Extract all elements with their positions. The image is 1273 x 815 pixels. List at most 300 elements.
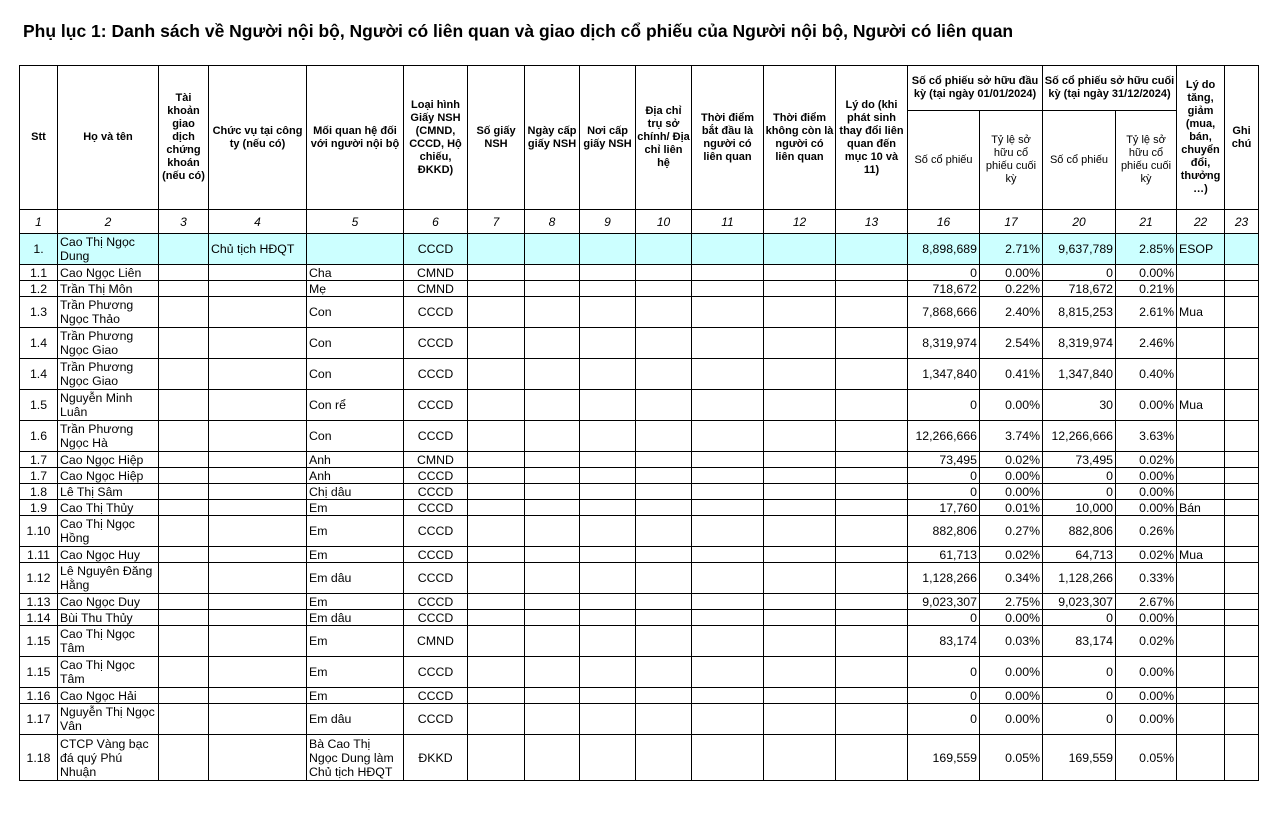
stt-cell: 1.18 — [20, 735, 58, 781]
close-shares-cell: 1,128,266 — [1043, 563, 1116, 594]
id-type-cell: CCCD — [404, 359, 468, 390]
stt-cell: 1.4 — [20, 359, 58, 390]
account-cell — [159, 328, 209, 359]
id-date-cell — [525, 735, 580, 781]
stt-cell: 1.6 — [20, 421, 58, 452]
open-shares-cell: 718,672 — [908, 281, 980, 297]
open-shares-cell: 882,806 — [908, 516, 980, 547]
end-time-cell — [764, 297, 836, 328]
id-no-cell — [468, 281, 525, 297]
change-reason-cell — [1177, 468, 1225, 484]
id-place-cell — [580, 735, 636, 781]
id-no-cell — [468, 594, 525, 610]
id-no-cell — [468, 500, 525, 516]
relation-cell: Anh — [307, 452, 404, 468]
id-no-cell — [468, 563, 525, 594]
table-row — [20, 657, 1259, 688]
header-open-shares: Số cổ phiếu — [908, 111, 980, 210]
account-cell — [159, 359, 209, 390]
open-shares-cell: 8,898,689 — [908, 234, 980, 265]
close-ratio-cell: 0.02% — [1116, 452, 1177, 468]
end-time-cell — [764, 657, 836, 688]
reason-cell — [836, 265, 908, 281]
close-shares-cell: 83,174 — [1043, 626, 1116, 657]
id-place-cell — [580, 500, 636, 516]
name-cell: Lê Nguyên Đăng Hằng — [58, 563, 159, 594]
id-no-cell — [468, 626, 525, 657]
close-ratio-cell: 0.02% — [1116, 626, 1177, 657]
note-cell — [1225, 421, 1259, 452]
relation-cell: Em dâu — [307, 704, 404, 735]
close-shares-cell: 8,815,253 — [1043, 297, 1116, 328]
id-date-cell — [525, 265, 580, 281]
change-reason-cell — [1177, 688, 1225, 704]
header-account: Tài khoản giao dịch chứng khoán (nếu có) — [159, 66, 209, 210]
relation-cell: Em dâu — [307, 563, 404, 594]
reason-cell — [836, 516, 908, 547]
id-no-cell — [468, 421, 525, 452]
start-time-cell — [692, 297, 764, 328]
close-shares-cell: 169,559 — [1043, 735, 1116, 781]
start-time-cell — [692, 265, 764, 281]
open-shares-cell: 17,760 — [908, 500, 980, 516]
change-reason-cell — [1177, 626, 1225, 657]
name-cell: Bùi Thu Thủy — [58, 610, 159, 626]
position-cell — [209, 516, 307, 547]
account-cell — [159, 265, 209, 281]
name-cell: Cao Thị Thủy — [58, 500, 159, 516]
close-ratio-cell: 0.26% — [1116, 516, 1177, 547]
position-cell — [209, 468, 307, 484]
id-date-cell — [525, 281, 580, 297]
change-reason-cell — [1177, 516, 1225, 547]
close-shares-cell: 0 — [1043, 610, 1116, 626]
address-cell — [636, 359, 692, 390]
stt-cell: 1.9 — [20, 500, 58, 516]
id-no-cell — [468, 688, 525, 704]
change-reason-cell — [1177, 359, 1225, 390]
relation-cell: Con — [307, 421, 404, 452]
open-ratio-cell: 3.74% — [980, 421, 1043, 452]
open-ratio-cell: 0.00% — [980, 484, 1043, 500]
address-cell — [636, 563, 692, 594]
change-reason-cell — [1177, 563, 1225, 594]
relation-cell: Em — [307, 516, 404, 547]
address-cell — [636, 516, 692, 547]
id-place-cell — [580, 594, 636, 610]
id-type-cell: CCCD — [404, 421, 468, 452]
id-type-cell: CCCD — [404, 563, 468, 594]
close-ratio-cell: 0.00% — [1116, 610, 1177, 626]
position-cell — [209, 328, 307, 359]
address-cell — [636, 500, 692, 516]
note-cell — [1225, 657, 1259, 688]
column-number: 17 — [980, 210, 1043, 234]
column-number: 20 — [1043, 210, 1116, 234]
address-cell — [636, 735, 692, 781]
position-cell — [209, 421, 307, 452]
account-cell — [159, 468, 209, 484]
open-shares-cell: 8,319,974 — [908, 328, 980, 359]
start-time-cell — [692, 234, 764, 265]
id-place-cell — [580, 657, 636, 688]
id-no-cell — [468, 610, 525, 626]
change-reason-cell — [1177, 735, 1225, 781]
close-shares-cell: 8,319,974 — [1043, 328, 1116, 359]
header-address: Địa chỉ trụ sở chính/ Địa chỉ liên hệ — [636, 66, 692, 210]
close-shares-cell: 73,495 — [1043, 452, 1116, 468]
header-open-ratio: Tỷ lệ sở hữu cổ phiếu cuối kỳ — [980, 111, 1043, 210]
open-shares-cell: 0 — [908, 468, 980, 484]
open-shares-cell: 83,174 — [908, 626, 980, 657]
name-cell: Trần Phương Ngọc Hà — [58, 421, 159, 452]
start-time-cell — [692, 468, 764, 484]
end-time-cell — [764, 547, 836, 563]
close-ratio-cell: 0.00% — [1116, 468, 1177, 484]
note-cell — [1225, 297, 1259, 328]
relation-cell: Em — [307, 626, 404, 657]
change-reason-cell: Bán — [1177, 500, 1225, 516]
close-ratio-cell: 0.00% — [1116, 500, 1177, 516]
close-shares-cell: 882,806 — [1043, 516, 1116, 547]
name-cell: Trần Phương Ngọc Thảo — [58, 297, 159, 328]
stt-cell: 1.7 — [20, 468, 58, 484]
close-ratio-cell: 0.00% — [1116, 484, 1177, 500]
position-cell — [209, 688, 307, 704]
open-ratio-cell: 0.27% — [980, 516, 1043, 547]
position-cell — [209, 500, 307, 516]
stt-cell: 1.13 — [20, 594, 58, 610]
reason-cell — [836, 390, 908, 421]
position-cell — [209, 390, 307, 421]
note-cell — [1225, 626, 1259, 657]
name-cell: Trần Phương Ngọc Giao — [58, 359, 159, 390]
id-place-cell — [580, 281, 636, 297]
close-ratio-cell: 0.00% — [1116, 390, 1177, 421]
position-cell — [209, 563, 307, 594]
open-ratio-cell: 0.00% — [980, 704, 1043, 735]
close-ratio-cell: 0.05% — [1116, 735, 1177, 781]
name-cell: Nguyễn Minh Luân — [58, 390, 159, 421]
open-ratio-cell: 0.00% — [980, 390, 1043, 421]
open-shares-cell: 7,868,666 — [908, 297, 980, 328]
id-type-cell: CCCD — [404, 297, 468, 328]
header-id-date: Ngày cấp giấy NSH — [525, 66, 580, 210]
table-row — [20, 704, 1259, 735]
stt-cell: 1.17 — [20, 704, 58, 735]
id-date-cell — [525, 468, 580, 484]
reason-cell — [836, 657, 908, 688]
account-cell — [159, 610, 209, 626]
id-place-cell — [580, 359, 636, 390]
id-no-cell — [468, 390, 525, 421]
header-id-place: Nơi cấp giấy NSH — [580, 66, 636, 210]
open-ratio-cell: 0.00% — [980, 265, 1043, 281]
position-cell — [209, 484, 307, 500]
id-date-cell — [525, 688, 580, 704]
table-row — [20, 563, 1259, 594]
note-cell — [1225, 265, 1259, 281]
close-shares-cell: 9,637,789 — [1043, 234, 1116, 265]
id-date-cell — [525, 452, 580, 468]
reason-cell — [836, 563, 908, 594]
id-date-cell — [525, 500, 580, 516]
start-time-cell — [692, 500, 764, 516]
header-id-no: Số giấy NSH — [468, 66, 525, 210]
account-cell — [159, 688, 209, 704]
end-time-cell — [764, 704, 836, 735]
column-number: 4 — [209, 210, 307, 234]
note-cell — [1225, 234, 1259, 265]
position-cell — [209, 359, 307, 390]
stt-cell: 1. — [20, 234, 58, 265]
id-no-cell — [468, 265, 525, 281]
open-ratio-cell: 0.02% — [980, 547, 1043, 563]
id-date-cell — [525, 547, 580, 563]
end-time-cell — [764, 484, 836, 500]
close-ratio-cell: 0.00% — [1116, 704, 1177, 735]
name-cell: Cao Ngọc Hải — [58, 688, 159, 704]
id-type-cell: CCCD — [404, 328, 468, 359]
close-ratio-cell: 0.40% — [1116, 359, 1177, 390]
open-ratio-cell: 2.75% — [980, 594, 1043, 610]
id-place-cell — [580, 468, 636, 484]
start-time-cell — [692, 452, 764, 468]
id-type-cell: CCCD — [404, 704, 468, 735]
table-row — [20, 281, 1259, 297]
reason-cell — [836, 688, 908, 704]
name-cell: Cao Thị Ngọc Dung — [58, 234, 159, 265]
table-row — [20, 516, 1259, 547]
close-shares-cell: 12,266,666 — [1043, 421, 1116, 452]
stt-cell: 1.15 — [20, 626, 58, 657]
close-shares-cell: 0 — [1043, 484, 1116, 500]
open-ratio-cell: 0.05% — [980, 735, 1043, 781]
position-cell — [209, 594, 307, 610]
close-shares-cell: 1,347,840 — [1043, 359, 1116, 390]
account-cell — [159, 484, 209, 500]
close-shares-cell: 0 — [1043, 688, 1116, 704]
open-ratio-cell: 0.22% — [980, 281, 1043, 297]
stt-cell: 1.3 — [20, 297, 58, 328]
close-shares-cell: 0 — [1043, 468, 1116, 484]
id-type-cell: CCCD — [404, 547, 468, 563]
table-row — [20, 594, 1259, 610]
change-reason-cell: Mua — [1177, 297, 1225, 328]
id-place-cell — [580, 265, 636, 281]
start-time-cell — [692, 547, 764, 563]
column-number: 22 — [1177, 210, 1225, 234]
id-place-cell — [580, 297, 636, 328]
column-number: 10 — [636, 210, 692, 234]
insider-table — [19, 65, 1259, 781]
address-cell — [636, 281, 692, 297]
reason-cell — [836, 626, 908, 657]
column-number: 1 — [20, 210, 58, 234]
change-reason-cell — [1177, 421, 1225, 452]
account-cell — [159, 297, 209, 328]
position-cell — [209, 281, 307, 297]
name-cell: Cao Ngọc Liên — [58, 265, 159, 281]
relation-cell: Em — [307, 500, 404, 516]
start-time-cell — [692, 735, 764, 781]
end-time-cell — [764, 735, 836, 781]
id-date-cell — [525, 234, 580, 265]
reason-cell — [836, 594, 908, 610]
relation-cell: Em dâu — [307, 610, 404, 626]
id-type-cell: CCCD — [404, 234, 468, 265]
position-cell — [209, 735, 307, 781]
change-reason-cell: Mua — [1177, 547, 1225, 563]
name-cell: Cao Ngọc Duy — [58, 594, 159, 610]
account-cell — [159, 390, 209, 421]
relation-cell — [307, 234, 404, 265]
start-time-cell — [692, 626, 764, 657]
relation-cell: Em — [307, 547, 404, 563]
close-ratio-cell: 2.61% — [1116, 297, 1177, 328]
id-place-cell — [580, 328, 636, 359]
end-time-cell — [764, 688, 836, 704]
note-cell — [1225, 484, 1259, 500]
close-ratio-cell: 0.21% — [1116, 281, 1177, 297]
account-cell — [159, 452, 209, 468]
id-type-cell: CCCD — [404, 657, 468, 688]
reason-cell — [836, 421, 908, 452]
id-no-cell — [468, 516, 525, 547]
name-cell: Cao Ngọc Hiệp — [58, 468, 159, 484]
column-number: 9 — [580, 210, 636, 234]
open-shares-cell: 0 — [908, 484, 980, 500]
account-cell — [159, 516, 209, 547]
id-no-cell — [468, 547, 525, 563]
id-no-cell — [468, 704, 525, 735]
open-ratio-cell: 0.41% — [980, 359, 1043, 390]
open-shares-cell: 73,495 — [908, 452, 980, 468]
id-type-cell: ĐKKD — [404, 735, 468, 781]
id-date-cell — [525, 297, 580, 328]
relation-cell: Con — [307, 359, 404, 390]
account-cell — [159, 657, 209, 688]
open-ratio-cell: 0.00% — [980, 468, 1043, 484]
note-cell — [1225, 281, 1259, 297]
change-reason-cell — [1177, 594, 1225, 610]
end-time-cell — [764, 359, 836, 390]
change-reason-cell — [1177, 610, 1225, 626]
name-cell: CTCP Vàng bạc đá quý Phú Nhuận — [58, 735, 159, 781]
open-shares-cell: 9,023,307 — [908, 594, 980, 610]
reason-cell — [836, 359, 908, 390]
stt-cell: 1.4 — [20, 328, 58, 359]
name-cell: Trần Phương Ngọc Giao — [58, 328, 159, 359]
table-row — [20, 328, 1259, 359]
end-time-cell — [764, 563, 836, 594]
id-type-cell: CCCD — [404, 500, 468, 516]
id-date-cell — [525, 657, 580, 688]
start-time-cell — [692, 610, 764, 626]
stt-cell: 1.1 — [20, 265, 58, 281]
header-relation: Mối quan hệ đối với người nội bộ — [307, 66, 404, 210]
header-end-time: Thời điểm không còn là người có liên quan — [764, 66, 836, 210]
stt-cell: 1.11 — [20, 547, 58, 563]
close-shares-cell: 64,713 — [1043, 547, 1116, 563]
header-name: Họ và tên — [58, 66, 159, 210]
reason-cell — [836, 547, 908, 563]
change-reason-cell — [1177, 281, 1225, 297]
close-ratio-cell: 0.00% — [1116, 657, 1177, 688]
note-cell — [1225, 594, 1259, 610]
relation-cell: Mẹ — [307, 281, 404, 297]
header-close-shares: Số cổ phiếu — [1043, 111, 1116, 210]
column-number: 16 — [908, 210, 980, 234]
start-time-cell — [692, 594, 764, 610]
stt-cell: 1.15 — [20, 657, 58, 688]
position-cell — [209, 704, 307, 735]
end-time-cell — [764, 626, 836, 657]
header-start-time: Thời điểm bắt đầu là người có liên quan — [692, 66, 764, 210]
id-place-cell — [580, 547, 636, 563]
id-type-cell: CCCD — [404, 468, 468, 484]
id-date-cell — [525, 359, 580, 390]
position-cell — [209, 547, 307, 563]
id-place-cell — [580, 234, 636, 265]
open-ratio-cell: 0.34% — [980, 563, 1043, 594]
table-row — [20, 297, 1259, 328]
reason-cell — [836, 468, 908, 484]
note-cell — [1225, 688, 1259, 704]
id-date-cell — [525, 484, 580, 500]
name-cell: Cao Thị Ngọc Tâm — [58, 626, 159, 657]
table-row — [20, 359, 1259, 390]
table-row — [20, 626, 1259, 657]
start-time-cell — [692, 484, 764, 500]
table-row — [20, 735, 1259, 781]
open-ratio-cell: 0.00% — [980, 657, 1043, 688]
id-no-cell — [468, 359, 525, 390]
address-cell — [636, 452, 692, 468]
address-cell — [636, 688, 692, 704]
account-cell — [159, 735, 209, 781]
table-row — [20, 688, 1259, 704]
end-time-cell — [764, 468, 836, 484]
column-number: 8 — [525, 210, 580, 234]
reason-cell — [836, 328, 908, 359]
name-cell: Lê Thị Sâm — [58, 484, 159, 500]
id-date-cell — [525, 704, 580, 735]
start-time-cell — [692, 657, 764, 688]
id-type-cell: CCCD — [404, 688, 468, 704]
open-ratio-cell: 0.03% — [980, 626, 1043, 657]
header-id-type: Loại hình Giấy NSH (CMND, CCCD, Hộ chiếu, ĐKKD) — [404, 66, 468, 210]
id-no-cell — [468, 735, 525, 781]
position-cell — [209, 452, 307, 468]
close-shares-cell: 0 — [1043, 704, 1116, 735]
open-ratio-cell: 0.00% — [980, 688, 1043, 704]
column-number: 11 — [692, 210, 764, 234]
open-ratio-cell: 2.71% — [980, 234, 1043, 265]
note-cell — [1225, 610, 1259, 626]
open-shares-cell: 1,347,840 — [908, 359, 980, 390]
id-date-cell — [525, 390, 580, 421]
reason-cell — [836, 297, 908, 328]
id-type-cell: CCCD — [404, 610, 468, 626]
table-row — [20, 265, 1259, 281]
header-change-reason: Lý do tăng, giảm (mua, bán, chuyển đổi, thưởng …) — [1177, 66, 1225, 210]
change-reason-cell — [1177, 328, 1225, 359]
address-cell — [636, 626, 692, 657]
id-no-cell — [468, 328, 525, 359]
note-cell — [1225, 452, 1259, 468]
id-no-cell — [468, 657, 525, 688]
